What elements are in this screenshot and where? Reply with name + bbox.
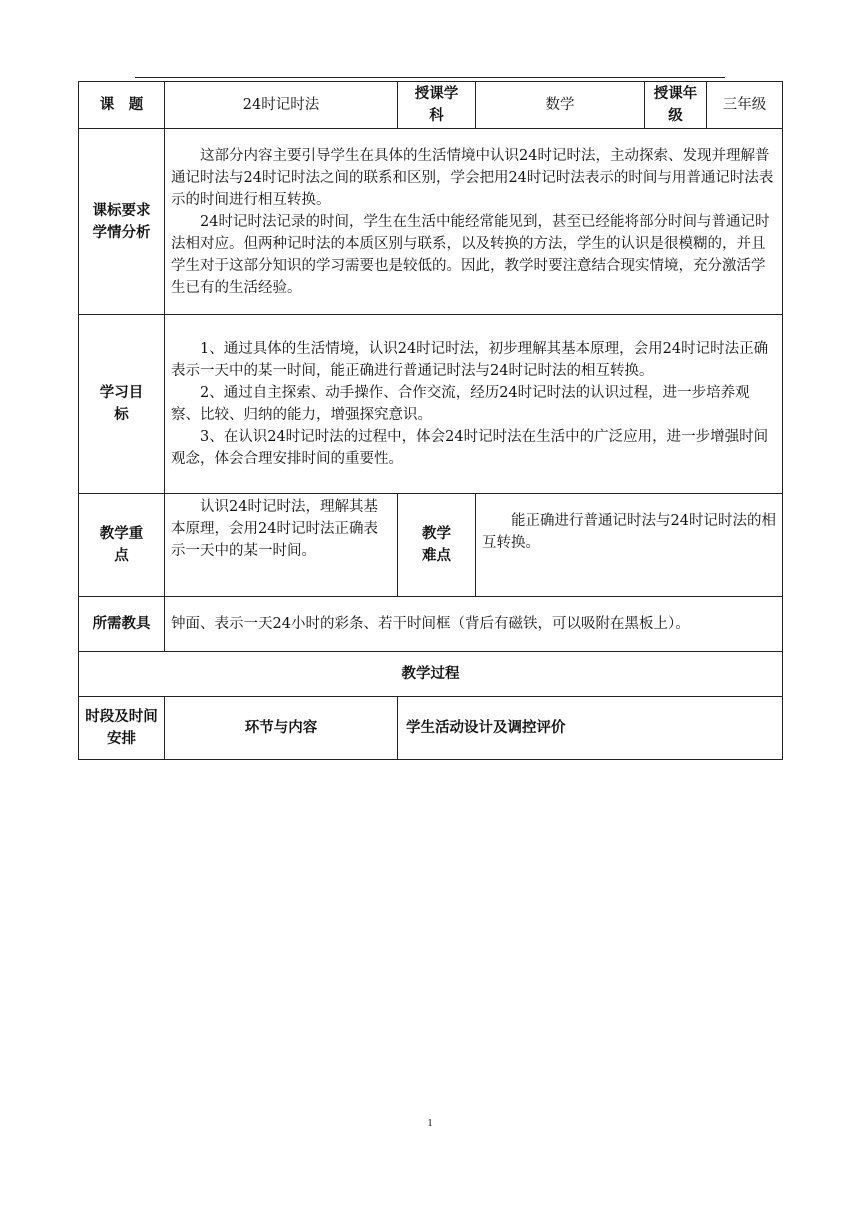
key-points-label: 教学重点	[79, 494, 165, 597]
analysis-row	[79, 129, 783, 315]
process-title: 教学过程	[79, 652, 783, 697]
objective-item: 1、通过具体的生活情境，认识24时记时法，初步理解其基本原理，会用24时记时法正确表示一天中的某一时间，能正确进行普通记时法与24时记时法的相互转换。	[171, 341, 769, 379]
subject-label: 授课学科	[398, 82, 476, 129]
objectives-row	[79, 315, 783, 494]
difficulty-text: 能正确进行普通记时法与24时记时法的相互转换。	[476, 494, 783, 597]
topic-value: 24时记时法	[165, 82, 398, 129]
key-points-text: 认识24时记时法，理解其基本原理，会用24时记时法正确表示一天中的某一时间。	[165, 494, 398, 597]
process-col-activity: 学生活动设计及调控评价	[398, 697, 783, 760]
page-number: 1	[427, 1117, 433, 1129]
grade-value: 三年级	[707, 82, 783, 129]
objective-item: 2、通过自主探索、动手操作、合作交流，经历24时记时法的认识过程，进一步培养观察、比较、归纳的能力，增强探究意识。	[171, 385, 750, 423]
materials-text: 钟面、表示一天24小时的彩条、若干时间框（背后有磁铁，可以吸附在黑板上）。	[165, 597, 783, 652]
analysis-paragraph: 24时记时法记录的时间，学生在生活中能经常能见到，甚至已经能将部分时间与普通记时法相对应。但两种记时法的本质区别与联系，以及转换的方法，学生的认识是很模糊的，并且学生对于这部分知识的学习需要也是较低的。因此，教学时要注意结合现实情境，充分激活学生已有的生活经验。	[171, 213, 770, 296]
analysis-content	[165, 129, 783, 315]
difficulty-label: 教学难点	[398, 494, 476, 597]
materials-row	[79, 597, 783, 652]
process-title-row	[79, 652, 783, 697]
process-header-row	[79, 697, 783, 760]
process-col-content: 环节与内容	[165, 697, 398, 760]
objective-item: 3、在认识24时记时法的过程中，体会24时记时法在生活中的广泛应用，进一步增强时间观念，体会合理安排时间的重要性。	[171, 429, 769, 467]
subject-value: 数学	[476, 82, 645, 129]
materials-label: 所需教具	[79, 597, 165, 652]
lesson-plan-table	[78, 81, 783, 760]
topic-row	[79, 82, 783, 129]
analysis-label: 课标要求学情分析	[79, 129, 165, 315]
objectives-content	[165, 315, 783, 494]
topic-label: 课 题	[79, 82, 165, 129]
header-rule	[135, 77, 725, 78]
process-col-time: 时段及时间安排	[79, 697, 165, 760]
grade-label: 授课年级	[645, 82, 707, 129]
key-points-row	[79, 494, 783, 597]
objectives-label: 学习目标	[79, 315, 165, 494]
analysis-paragraph: 这部分内容主要引导学生在具体的生活情境中认识24时记时法，主动探索、发现并理解普通记时法与24时记时法之间的联系和区别，学会把用24时记时法表示的时间与用普通记时法表示的时间进行相互转换。	[171, 147, 774, 208]
